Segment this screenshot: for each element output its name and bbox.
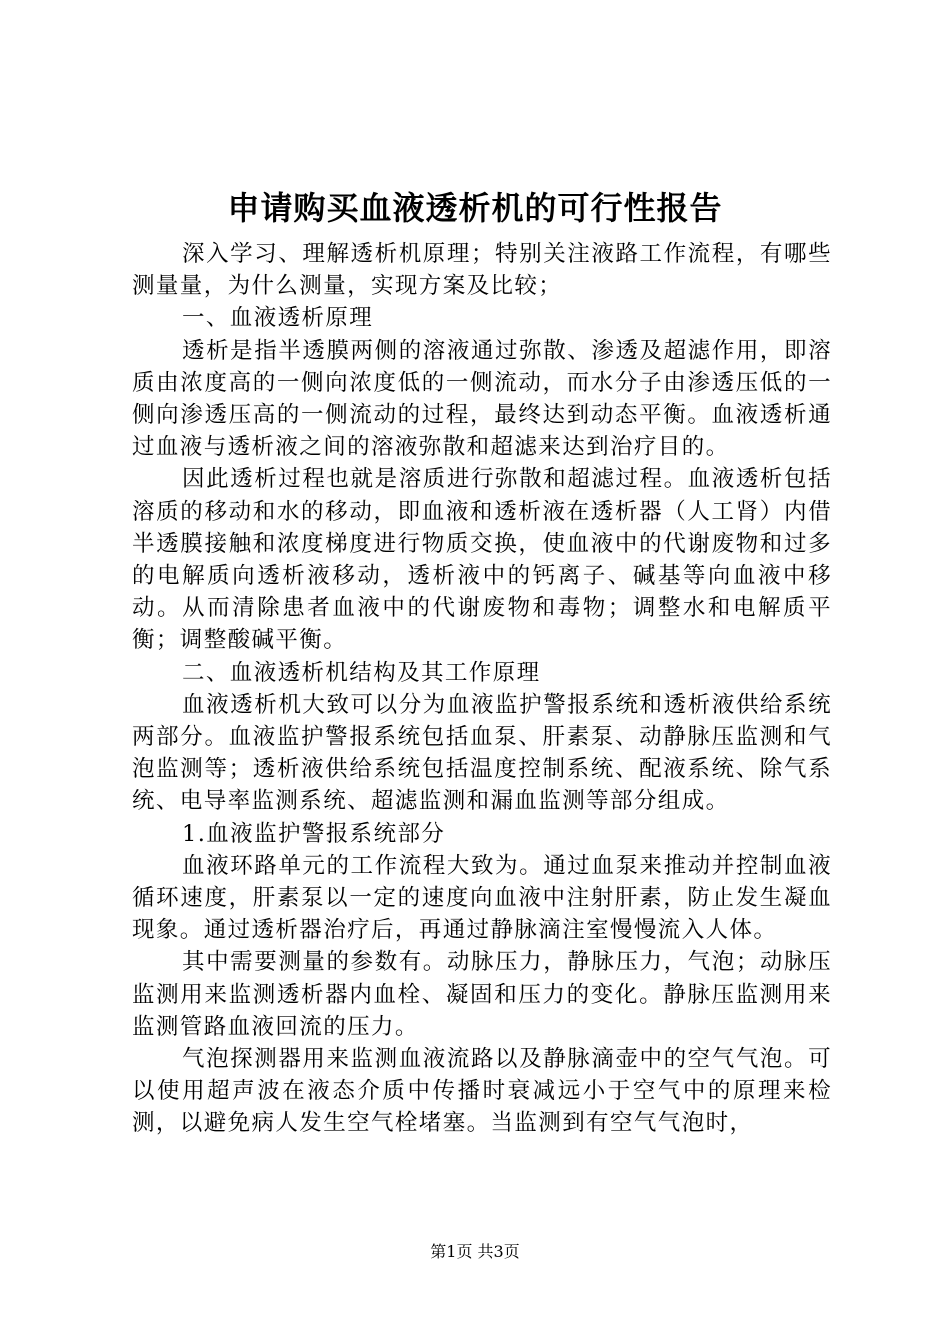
page-number-footer: 第1页 共3页 (430, 1242, 520, 1261)
paragraph-blood-circuit: 血液环路单元的工作流程大致为。通过血泵来推动并控制血液循环速度，肝素泵以一定的速度向血液中注射肝素，防止发生凝血现象。通过透析器治疗后，再通过静脉滴注室慢慢流入人体。 (132, 852, 832, 944)
document-title: 申请购买血液透析机的可行性报告 (227, 189, 723, 227)
paragraph-machine-structure: 血液透析机大致可以分为血液监护警报系统和透析液供给系统两部分。血液监护警报系统包括血泵、肝素泵、动静脉压监测和气泡监测等；透析液供给系统包括温度控制系统、配液系统、除气系统、电导率监测系统、超滤监测和漏血监测等部分组成。 (132, 691, 832, 815)
document-body (132, 238, 832, 1140)
section-heading-2: 二、血液透析机结构及其工作原理 (182, 659, 541, 686)
paragraph-dialysis-process: 因此透析过程也就是溶质进行弥散和超滤过程。血液透析包括溶质的移动和水的移动，即血液和透析液在透析器（人工肾）内借半透膜接触和浓度梯度进行物质交换，使血液中的代谢废物和过多的电解质向透析液移动，透析液中的钙离子、碱基等向血液中移动。从而清除患者血液中的代谢废物和毒物；调整水和电解质平衡；调整酸碱平衡。 (132, 466, 832, 654)
section-heading-1: 一、血液透析原理 (182, 305, 374, 332)
paragraph-dialysis-definition: 透析是指半透膜两侧的溶液通过弥散、渗透及超滤作用，即溶质由浓度高的一侧向浓度低的一侧流动，而水分子由渗透压低的一侧向渗透压高的一侧流动的过程，最终达到动态平衡。血液透析通过血液与透析液之间的溶液弥散和超滤来达到治疗目的。 (132, 337, 832, 461)
paragraph-intro: 深入学习、理解透析机原理；特别关注液路工作流程，有哪些测量量，为什么测量，实现方案及比较； (132, 241, 832, 300)
paragraph-measured-params: 其中需要测量的参数有。动脉压力，静脉压力，气泡；动脉压监测用来监测透析器内血栓、凝固和压力的变化。静脉压监测用来监测管路血液回流的压力。 (132, 949, 832, 1040)
paragraph-bubble-detector: 气泡探测器用来监测血液流路以及静脉滴壶中的空气气泡。可以使用超声波在液态介质中传播时衰减远小于空气中的原理来检测，以避免病人发生空气栓堵塞。当监测到有空气气泡时， (132, 1046, 832, 1137)
subsection-heading-1: 1.血液监护警报系统部分 (182, 820, 446, 847)
